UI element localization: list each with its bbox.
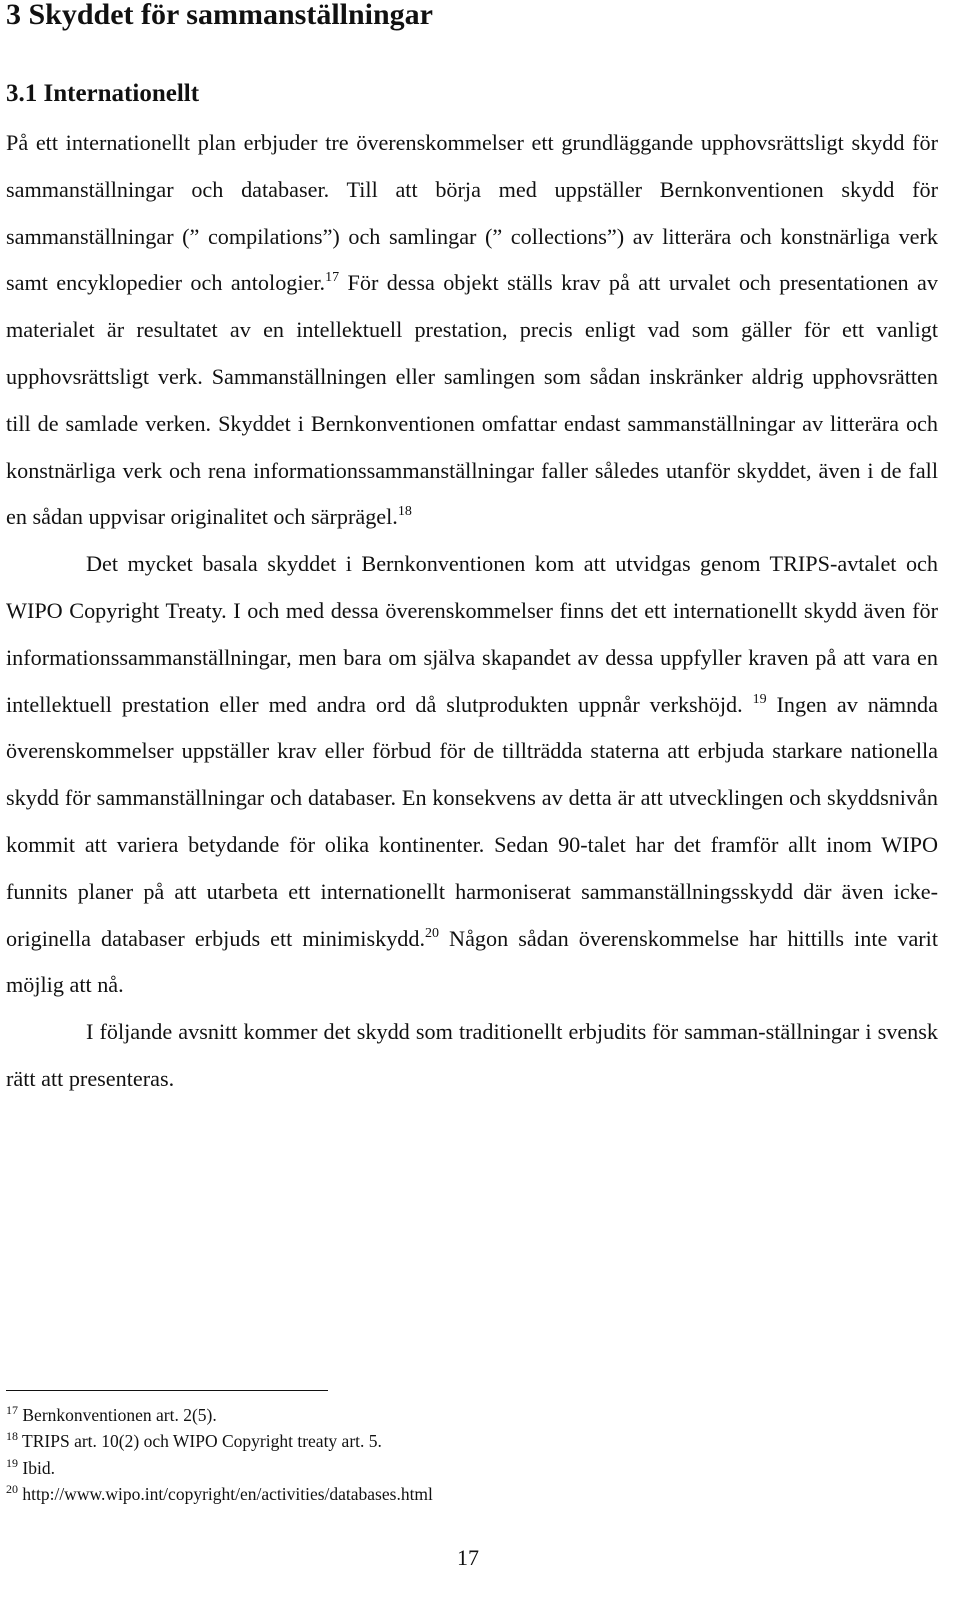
footnote-number: 19 — [6, 1455, 18, 1470]
chapter-heading: 3 Skyddet för sammanställningar — [6, 0, 434, 31]
paragraph-3 — [6, 1009, 938, 1103]
footnote-20 — [6, 1481, 433, 1507]
page-number: 17 — [457, 1545, 479, 1570]
footnote-number: 20 — [6, 1481, 18, 1496]
footnote-ref-20[interactable]: 20 — [425, 925, 440, 941]
footnote-link[interactable]: http://www.wipo.int/copyright/en/activities/databases.html — [18, 1483, 433, 1504]
footnote-text: TRIPS art. 10(2) och WIPO Copyright treaty art. 5. — [18, 1431, 382, 1452]
footnote-divider — [6, 1390, 328, 1391]
paragraph-2 — [6, 541, 938, 1009]
footnote-ref-18[interactable]: 18 — [397, 504, 412, 520]
section-heading: 3.1 Internationellt — [6, 80, 200, 107]
footnote-text: Ibid. — [18, 1457, 55, 1478]
footnote-number: 17 — [6, 1403, 18, 1417]
paragraph-text: På ett internationellt plan erbjuder tre överenskommelser ett grundläggande upphovsrättsligt skydd för sammanställningar och databaser. Till att börja med uppställer Bernkonventionen skydd för sammanställningar (” compilations”) och samlingar (” collections”) av litterära och konstnärliga verk samt encyklopedier och antologier. — [6, 130, 938, 296]
footnote-text: Bernkonventionen art. 2(5). — [18, 1405, 217, 1425]
paragraph-text: Det mycket basala skyddet i Bernkonventionen kom att utvidgas genom TRIPS-avtalet och WIPO Copyright Treaty. I och med dessa överenskommelser finns det ett internationellt skydd även för informationssammanställningar, men bara om själva skapandet av dessa uppfyller kraven på att vara en intellektuell prestation eller med andra ord då slutprodukten uppnår verkshöjd. — [6, 551, 938, 717]
paragraph-text: Någon sådan överenskommelse har hittills inte varit möjlig att nå. — [6, 925, 939, 998]
body-text — [6, 120, 938, 1103]
footnote-ref-19[interactable]: 19 — [752, 691, 767, 707]
paragraph-text: I följande avsnitt kommer det skydd som traditionellt erbjudits för samman-ställningar i svensk rätt att presenteras. — [6, 1019, 938, 1091]
footnotes — [6, 1402, 433, 1507]
footnote-18 — [6, 1428, 433, 1454]
footnote-ref-17[interactable]: 17 — [325, 270, 340, 286]
footnote-17 — [6, 1402, 433, 1428]
paragraph-text: För dessa objekt ställs krav på att urvalet och presentationen av materialet är resultatet av en intellektuell prestation, precis enligt vad som gäller för ett vanligt upphovsrättsligt verk. Sammanställningen eller samlingen som sådan inskränker aldrig upphovsrätten till de samlade verken. Skyddet i Bernkonventionen omfattar endast sammanställningar av litterära och konstnärliga verk och rena informationssammanställningar faller således utanför skyddet, även i de fall en sådan uppvisar originalitet och särprägel. — [6, 270, 938, 530]
footnote-19 — [6, 1455, 433, 1481]
footnote-number: 18 — [6, 1429, 18, 1444]
paragraph-1 — [6, 120, 938, 541]
paragraph-text: Ingen av nämnda överenskommelser uppställer krav eller förbud för de tillträdda staterna att erbjuda starkare nationella skydd för sammanställningar och databaser. En konsekvens av detta är att utvecklingen och skyddsnivån kommit att variera betydande för olika kontinenter. Sedan 90-talet har det framför allt inom WIPO funnits planer på att utarbeta ett internationellt harmoniserat sammanställningsskydd där även icke-originella databaser erbjuds ett minimiskydd. — [6, 691, 938, 951]
